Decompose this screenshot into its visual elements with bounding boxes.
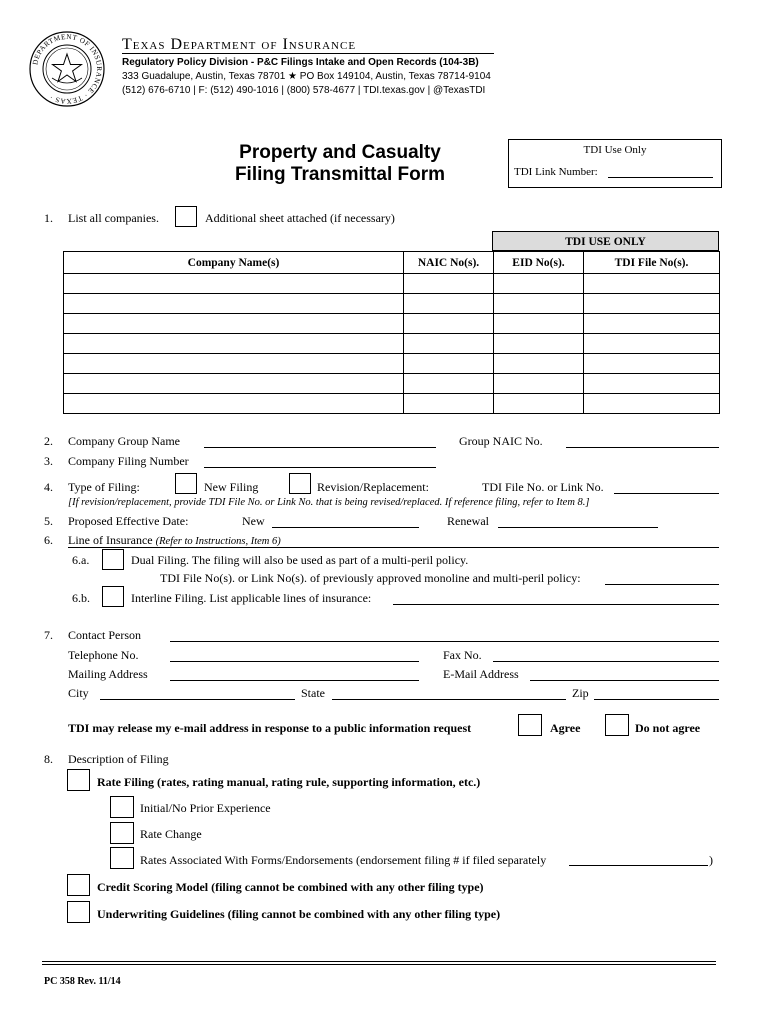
item1-number: 1.: [44, 211, 53, 225]
table-body: [64, 274, 720, 414]
naic-cell[interactable]: [404, 334, 494, 354]
effective-new-label: New: [242, 514, 265, 528]
item7-number: 7.: [44, 628, 53, 642]
fax-label: Fax No.: [443, 648, 482, 662]
email-address-field[interactable]: [530, 680, 719, 681]
rates-forms-checkbox[interactable]: [110, 847, 134, 869]
do-not-agree-checkbox[interactable]: [605, 714, 629, 736]
form-title: [190, 142, 490, 186]
group-naic-field[interactable]: [566, 447, 719, 448]
tdi-link-number-label: TDI Link Number:: [514, 166, 598, 178]
column-header-tdi-file: TDI File No(s).: [584, 252, 720, 274]
city-field[interactable]: [100, 699, 295, 700]
company-filing-number-field[interactable]: [204, 467, 436, 468]
tdi-file-cell[interactable]: [584, 354, 720, 374]
table-row: [64, 394, 720, 414]
agree-checkbox[interactable]: [518, 714, 542, 736]
additional-sheet-checkbox[interactable]: [175, 206, 197, 227]
revision-replacement-checkbox[interactable]: [289, 473, 311, 494]
item6-number: 6.: [44, 533, 53, 547]
table-row: [64, 294, 720, 314]
footer-rule: [42, 961, 716, 962]
initial-no-prior-checkbox[interactable]: [110, 796, 134, 818]
footer-rule-double: [42, 964, 716, 965]
line-of-insurance-note: (Refer to Instructions, Item 6): [155, 536, 281, 547]
company-name-cell[interactable]: [64, 314, 404, 334]
company-name-cell[interactable]: [64, 354, 404, 374]
tdi-file-cell[interactable]: [584, 334, 720, 354]
item5-number: 5.: [44, 514, 53, 528]
svg-text:DEPARTMENT OF INSURANCE · TEXA: DEPARTMENT OF INSURANCE · TEXAS ·: [31, 32, 104, 106]
item4-number: 4.: [44, 480, 53, 494]
header-rule: [122, 53, 494, 54]
naic-cell[interactable]: [404, 294, 494, 314]
eid-cell[interactable]: [494, 374, 584, 394]
eid-cell[interactable]: [494, 314, 584, 334]
contact-line: (512) 676-6710 | F: (512) 490-1016 | (800) 578-4677 | TDI.texas.gov | @TexasTDI: [122, 85, 486, 96]
underwriting-guidelines-label: Underwriting Guidelines (filing cannot be combined with any other filing type): [97, 907, 501, 921]
company-name-cell[interactable]: [64, 294, 404, 314]
tdi-file-or-link-field[interactable]: [614, 493, 719, 494]
dual-filing-checkbox[interactable]: [102, 549, 124, 570]
rate-filing-label: Rate Filing (rates, rating manual, rating rule, supporting information, etc.): [97, 775, 481, 789]
division-name: Regulatory Policy Division - P&C Filings Intake and Open Records (104-3B): [122, 57, 479, 68]
previously-approved-field[interactable]: [605, 584, 719, 585]
do-not-agree-label: Do not agree: [635, 721, 701, 735]
table-row: [64, 354, 720, 374]
contact-person-field[interactable]: [170, 641, 719, 642]
company-name-cell[interactable]: [64, 334, 404, 354]
naic-cell[interactable]: [404, 394, 494, 414]
rate-filing-checkbox[interactable]: [67, 769, 90, 791]
state-label: State: [301, 686, 325, 700]
form-title-line2: Filing Transmittal Form: [234, 164, 446, 185]
contact-person-label: Contact Person: [68, 628, 141, 642]
eid-cell[interactable]: [494, 274, 584, 294]
item6b-number: 6.b.: [72, 591, 90, 605]
form-number: PC 358 Rev. 11/14: [44, 976, 121, 987]
line-of-insurance-label: [68, 533, 281, 548]
tdi-use-only-box: [508, 139, 722, 188]
group-naic-label: Group NAIC No.: [459, 434, 543, 448]
address-line: 333 Guadalupe, Austin, Texas 78701 ★ PO Box 149104, Austin, Texas 78714-9104: [122, 71, 491, 82]
tdi-file-cell[interactable]: [584, 274, 720, 294]
tdi-file-cell[interactable]: [584, 394, 720, 414]
rates-forms-label: Rates Associated With Forms/Endorsements (endorsement filing # if filed separately: [140, 853, 547, 867]
telephone-label: Telephone No.: [68, 648, 139, 662]
naic-cell[interactable]: [404, 274, 494, 294]
revision-replacement-label: Revision/Replacement:: [317, 480, 429, 494]
tdi-file-cell[interactable]: [584, 374, 720, 394]
new-filing-checkbox[interactable]: [175, 473, 197, 494]
zip-label: Zip: [572, 686, 589, 700]
column-header-naic: NAIC No(s).: [404, 252, 494, 274]
rate-change-checkbox[interactable]: [110, 822, 134, 844]
company-filing-number-label: Company Filing Number: [68, 454, 189, 468]
table-header-row: [64, 252, 720, 274]
company-name-cell[interactable]: [64, 394, 404, 414]
tdi-file-cell[interactable]: [584, 314, 720, 334]
table-row: [64, 314, 720, 334]
company-name-cell[interactable]: [64, 374, 404, 394]
credit-scoring-label: Credit Scoring Model (filing cannot be combined with any other filing type): [97, 880, 484, 894]
effective-renewal-label: Renewal: [447, 514, 489, 528]
item8-number: 8.: [44, 752, 53, 766]
tdi-file-cell[interactable]: [584, 294, 720, 314]
line-of-insurance-text: Line of Insurance: [68, 533, 153, 547]
eid-cell[interactable]: [494, 354, 584, 374]
interline-filing-checkbox[interactable]: [102, 586, 124, 607]
tdi-file-or-link-label: TDI File No. or Link No.: [482, 480, 604, 494]
column-header-eid: EID No(s).: [494, 252, 584, 274]
eid-cell[interactable]: [494, 394, 584, 414]
endorsement-filing-number-field[interactable]: [569, 865, 708, 866]
email-address-label: E-Mail Address: [443, 667, 519, 681]
telephone-field[interactable]: [170, 661, 419, 662]
mailing-address-label: Mailing Address: [68, 667, 148, 681]
mailing-address-field[interactable]: [170, 680, 419, 681]
dual-filing-label: Dual Filing. The filing will also be used as part of a multi-peril policy.: [131, 553, 469, 567]
interline-filing-label: Interline Filing. List applicable lines of insurance:: [131, 591, 372, 605]
company-group-name-field[interactable]: [204, 447, 436, 448]
effective-renewal-date-field[interactable]: [498, 527, 658, 528]
interline-lines-field[interactable]: [393, 604, 719, 605]
rate-change-label: Rate Change: [140, 827, 202, 841]
item1-label: List all companies.: [68, 211, 159, 225]
city-label: City: [68, 686, 89, 700]
fax-field[interactable]: [493, 661, 719, 662]
state-field[interactable]: [332, 699, 566, 700]
naic-cell[interactable]: [404, 314, 494, 334]
underwriting-guidelines-checkbox[interactable]: [67, 901, 90, 923]
tdi-link-number-field[interactable]: [608, 177, 713, 178]
item3-number: 3.: [44, 454, 53, 468]
effective-new-date-field[interactable]: [272, 527, 419, 528]
proposed-effective-date-label: Proposed Effective Date:: [68, 514, 189, 528]
additional-sheet-label: Additional sheet attached (if necessary): [205, 211, 395, 225]
email-release-statement: TDI may release my e-mail address in response to a public information request: [68, 721, 472, 735]
item2-number: 2.: [44, 434, 53, 448]
item6a-number: 6.a.: [72, 553, 90, 567]
companies-table: [63, 251, 720, 414]
description-of-filing-label: Description of Filing: [68, 752, 169, 766]
naic-cell[interactable]: [404, 354, 494, 374]
line-of-insurance-field[interactable]: [68, 547, 719, 548]
zip-field[interactable]: [594, 699, 719, 700]
table-row: [64, 334, 720, 354]
revision-note: [If revision/replacement, provide TDI File No. or Link No. that is being revised/replaced. If reference filing, refer to Item 8.]: [68, 497, 590, 508]
column-header-company-name: Company Name(s): [64, 252, 404, 274]
eid-cell[interactable]: [494, 294, 584, 314]
table-row: [64, 274, 720, 294]
organization-name: Texas Department of Insurance: [122, 36, 357, 53]
tdi-seal-logo: [28, 30, 106, 108]
agree-label: Agree: [550, 721, 581, 735]
previously-approved-label: TDI File No(s). or Link No(s). of previously approved monoline and multi-peril policy:: [160, 571, 581, 585]
company-name-cell[interactable]: [64, 274, 404, 294]
initial-no-prior-label: Initial/No Prior Experience: [140, 801, 271, 815]
company-group-name-label: Company Group Name: [68, 434, 180, 448]
table-tdi-use-only-header: TDI USE ONLY: [492, 231, 719, 251]
rates-forms-close-paren: ): [709, 853, 713, 867]
eid-cell[interactable]: [494, 334, 584, 354]
table-row: [64, 374, 720, 394]
new-filing-label: New Filing: [204, 480, 259, 494]
form-title-line1: Property and Casualty: [239, 142, 441, 163]
tdi-box-title: TDI Use Only: [583, 144, 647, 156]
credit-scoring-checkbox[interactable]: [67, 874, 90, 896]
naic-cell[interactable]: [404, 374, 494, 394]
type-of-filing-label: Type of Filing:: [68, 480, 140, 494]
